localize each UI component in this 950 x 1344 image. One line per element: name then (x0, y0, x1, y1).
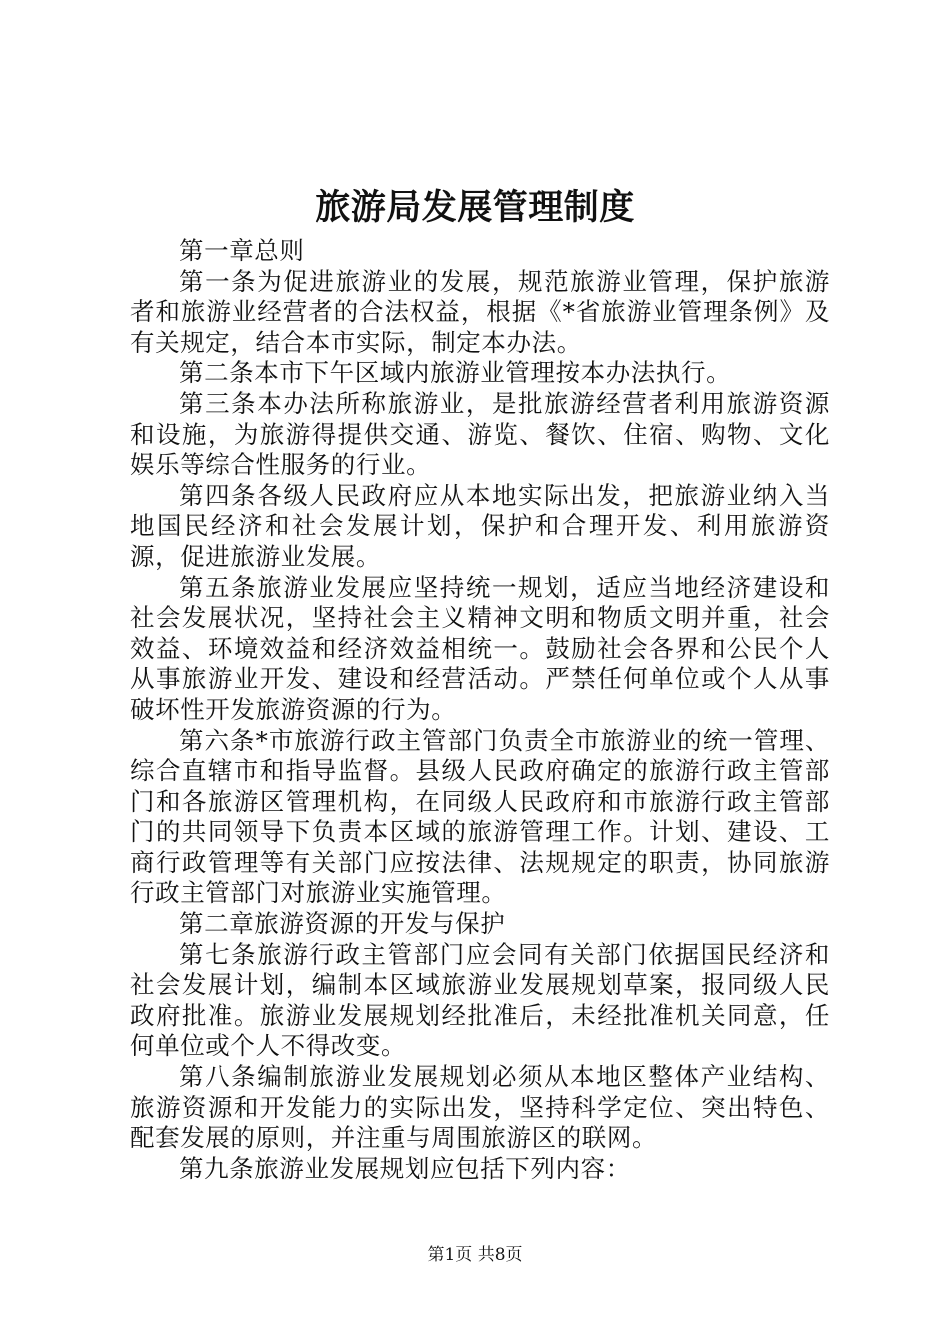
document-title: 旅游局发展管理制度 (315, 187, 635, 228)
article-paragraph: 第九条旅游业发展规划应包括下列内容： (179, 1153, 631, 1183)
article-paragraph: 第六条*市旅游行政主管部门负责全市旅游业的统一管理、综合直辖市和指导监督。县级人民政府确定的旅游行政主管部门和各旅游区管理机构，在同级人民政府和市旅游行政主管部门的共同领导下负责本区域的旅游管理工作。计划、建设、工商行政管理等有关部门应按法律、法规规定的职责，协同旅游行政主管部门对旅游业实施管理。 (130, 725, 830, 908)
article-paragraph: 第四条各级人民政府应从本地实际出发，把旅游业纳入当地国民经济和社会发展计划，保护和合理开发、利用旅游资源，促进旅游业发展。 (130, 480, 830, 571)
article-paragraph: 第八条编制旅游业发展规划必须从本地区整体产业结构、旅游资源和开发能力的实际出发，坚持科学定位、突出特色、配套发展的原则，并注重与周围旅游区的联网。 (130, 1062, 830, 1153)
article-paragraph: 第三条本办法所称旅游业，是批旅游经营者利用旅游资源和设施，为旅游得提供交通、游览、餐饮、住宿、购物、文化娱乐等综合性服务的行业。 (130, 388, 830, 480)
article-paragraph: 第五条旅游业发展应坚持统一规划，适应当地经济建设和社会发展状况，坚持社会主义精神文明和物质文明并重，社会效益、环境效益和经济效益相统一。鼓励社会各界和公民个人从事旅游业开发、建设和经营活动。严禁任何单位或个人从事破坏性开发旅游资源的行为。 (130, 572, 830, 724)
document-body (130, 236, 830, 1184)
page-footer (0, 1243, 950, 1267)
page-indicator: 第1页 共8页 (427, 1245, 523, 1265)
chapter-heading: 第一章总则 (179, 236, 305, 265)
article-paragraph: 第二条本市下午区域内旅游业管理按本办法执行。 (179, 358, 732, 388)
article-paragraph: 第一条为促进旅游业的发展，规范旅游业管理，保护旅游者和旅游业经营者的合法权益，根据《*省旅游业管理条例》及有关规定，结合本市实际，制定本办法。 (130, 266, 830, 357)
chapter-heading: 第二章旅游资源的开发与保护 (179, 909, 506, 939)
article-paragraph: 第七条旅游行政主管部门应会同有关部门依据国民经济和社会发展计划，编制本区域旅游业发展规划草案，报同级人民政府批准。旅游业发展规划经批准后，未经批准机关同意，任何单位或个人不得改变。 (130, 939, 830, 1061)
